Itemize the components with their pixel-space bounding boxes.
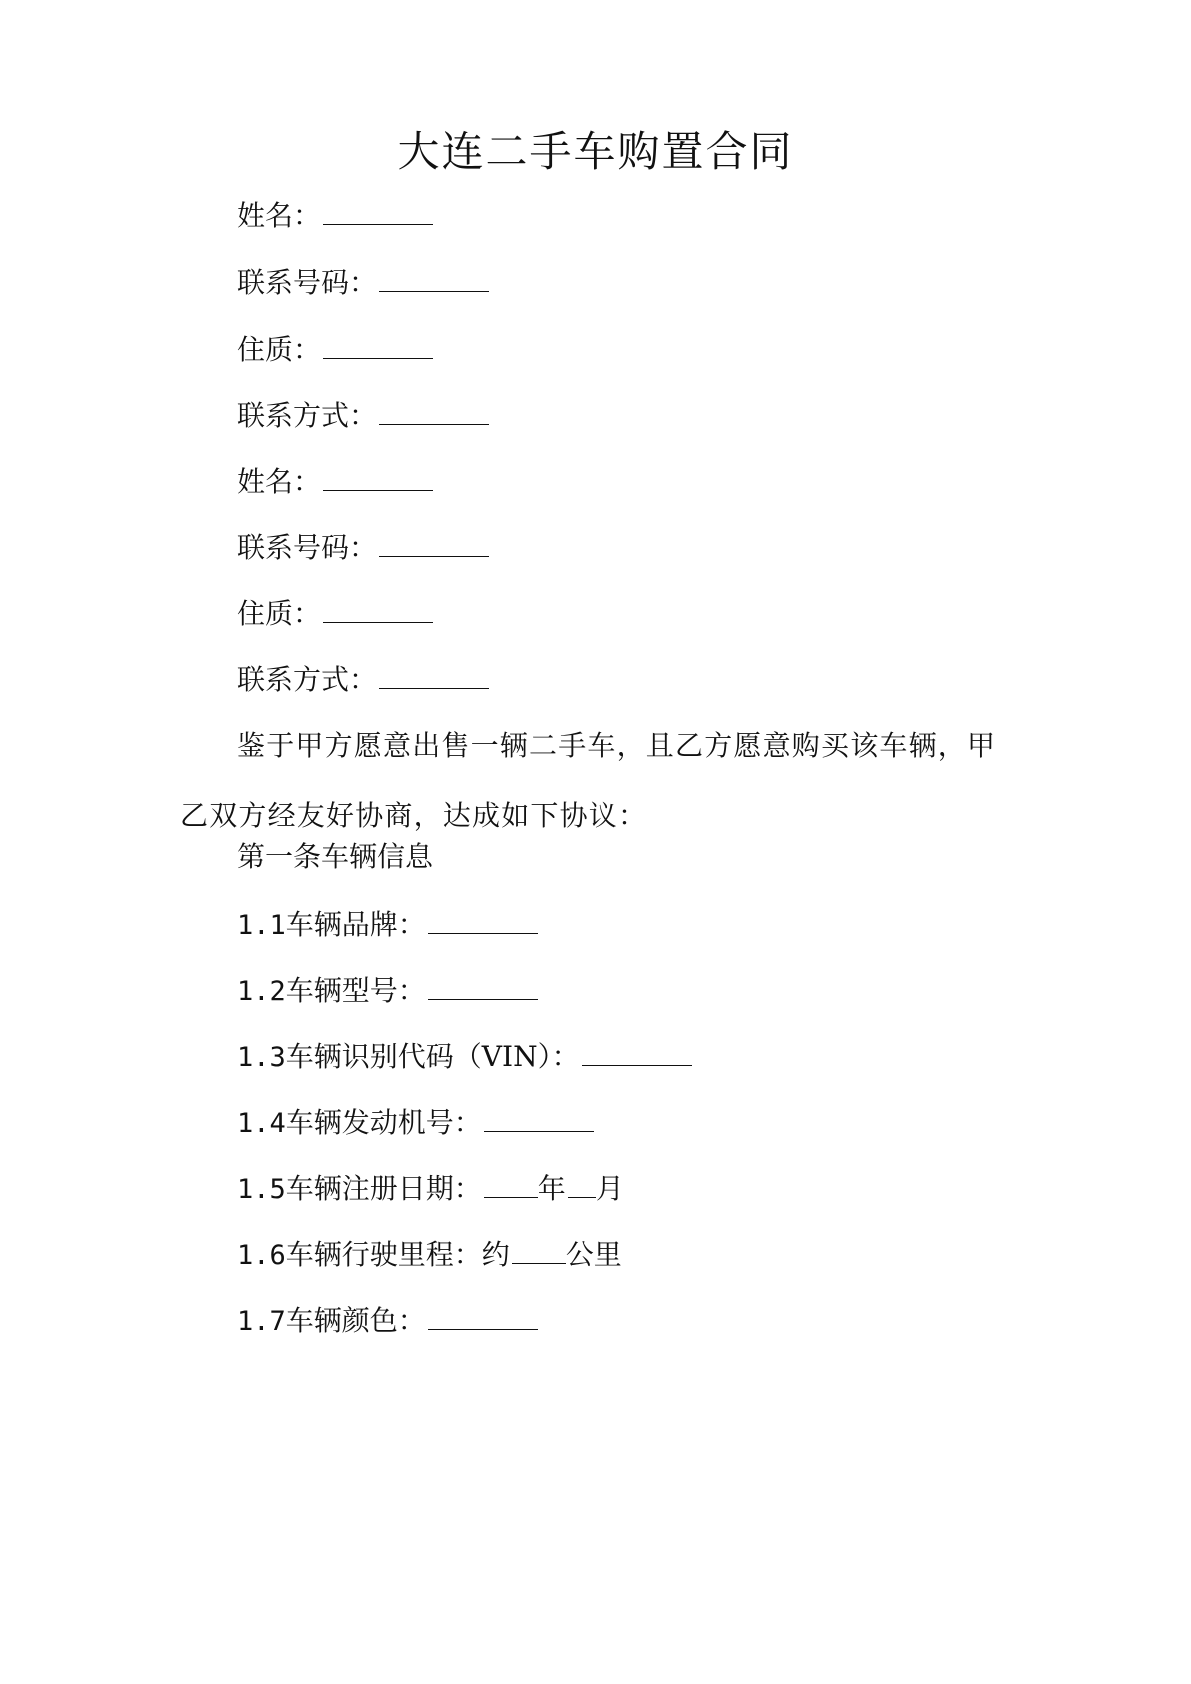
vehicle-brand-blank[interactable] [428,903,538,934]
document-title: 大连二手车购置合同 [397,127,794,176]
vehicle-model-blank[interactable] [428,969,538,1000]
party-a-phone-label: 联系号码： [237,266,378,299]
party-b-contact-blank[interactable] [379,658,489,689]
vehicle-model-label: 车辆型号： [285,974,426,1007]
article-1-heading: 第一条车辆信息 [237,840,434,873]
item-number: 1.6 [237,1240,286,1271]
party-b-contact-field [237,658,489,700]
party-b-address-blank[interactable] [323,592,433,623]
vehicle-engine-field [237,1101,594,1144]
vehicle-model-field [237,969,538,1012]
year-unit: 年 [537,1172,566,1205]
mileage-unit: 公里 [565,1238,622,1271]
party-a-phone-blank[interactable] [379,261,489,292]
party-a-address-blank[interactable] [323,328,433,359]
preamble-paragraph: 鉴于甲方愿意出售一辆二手车，且乙方愿意购买该车辆，甲乙双方经友好协商，达成如下协议： [180,729,997,832]
party-b-contact-label: 联系方式： [237,663,378,696]
party-b-name-blank[interactable] [323,460,433,491]
vehicle-vin-field [237,1035,692,1078]
item-number: 1.3 [237,1042,286,1073]
item-number: 1.2 [237,976,286,1007]
item-number: 1.4 [237,1108,286,1139]
party-b-address-field [237,592,433,634]
party-b-name-field [237,460,433,502]
party-b-address-label: 住质： [237,597,322,630]
vehicle-mileage-blank[interactable] [512,1233,566,1264]
party-b-name-label: 姓名： [237,465,322,498]
vehicle-color-field [237,1299,538,1342]
party-b-phone-blank[interactable] [379,526,489,557]
vehicle-mileage-label: 车辆行驶里程：约 [285,1238,510,1271]
party-b-phone-field [237,526,489,568]
item-number: 1.1 [237,910,286,941]
vehicle-engine-label: 车辆发动机号： [285,1106,482,1139]
month-unit: 月 [595,1172,624,1205]
vehicle-mileage-field [237,1233,622,1276]
party-a-contact-blank[interactable] [379,394,489,425]
party-a-address-field [237,328,433,370]
party-a-contact-field [237,394,489,436]
party-a-name-blank[interactable] [323,194,433,225]
vehicle-brand-label: 车辆品牌： [285,908,426,941]
vehicle-registration-date-field [237,1167,624,1210]
vehicle-brand-field [237,903,538,946]
item-number: 1.5 [237,1174,286,1205]
vehicle-color-blank[interactable] [428,1299,538,1330]
party-a-contact-label: 联系方式： [237,399,378,432]
party-a-name-field [237,194,433,236]
party-a-address-label: 住质： [237,333,322,366]
vehicle-engine-blank[interactable] [484,1101,594,1132]
vehicle-vin-blank[interactable] [582,1035,692,1066]
item-number: 1.7 [237,1306,286,1337]
party-b-phone-label: 联系号码： [237,531,378,564]
vehicle-vin-label: 车辆识别代码（VIN）： [285,1040,580,1073]
registration-year-blank[interactable] [484,1167,538,1198]
vehicle-registration-date-label: 车辆注册日期： [285,1172,482,1205]
party-a-phone-field [237,261,489,303]
registration-month-blank[interactable] [568,1167,596,1198]
party-a-name-label: 姓名： [237,199,322,232]
vehicle-color-label: 车辆颜色： [285,1304,426,1337]
